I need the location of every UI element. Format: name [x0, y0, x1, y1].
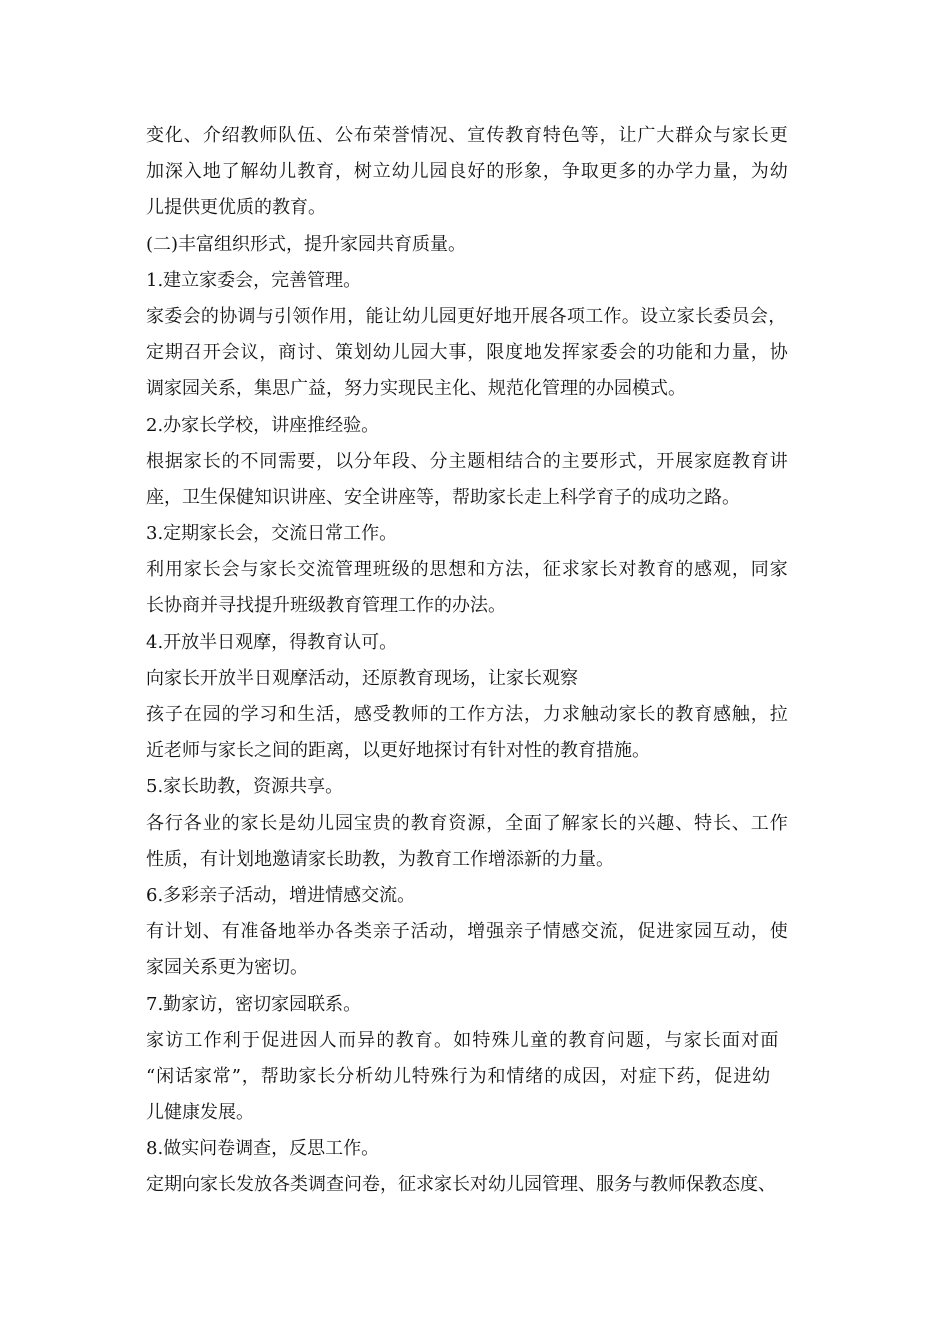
- paragraph-line: 性质，有计划地邀请家长助教，为教育工作增添新的力量。: [146, 848, 614, 870]
- item-heading: 1.建立家委会，完善管理。: [146, 269, 362, 291]
- paragraph-line: 利用家长会与家长交流管理班级的思想和方法，征求家长对教育的感观，同家: [146, 559, 789, 581]
- item-heading: 4.开放半日观摩，得教育认可。: [146, 631, 398, 653]
- item-heading: 5.家长助教，资源共享。: [146, 776, 344, 798]
- item-heading: 8.做实问卷调查，反思工作。: [146, 1138, 380, 1160]
- paragraph-line: 长协商并寻找提升班级教育管理工作的办法。: [146, 595, 506, 617]
- paragraph-line: “闲话家常”，帮助家长分析幼儿特殊行为和情绪的成因，对症下药，促进幼: [146, 1065, 772, 1087]
- paragraph-line: 家访工作利于促进因人而异的教育。如特殊儿童的教育问题，与家长面对面: [146, 1029, 780, 1051]
- paragraph-line: 变化、介绍教师队伍、公布荣誉情况、宣传教育特色等，让广大群众与家长更: [146, 125, 789, 146]
- section-heading: (二)丰富组织形式，提升家园共育质量。: [146, 233, 467, 255]
- paragraph-line: 近老师与家长之间的距离，以更好地探讨有针对性的教育措施。: [146, 740, 650, 762]
- paragraph-line: 调家园关系，集思广益，努力实现民主化、规范化管理的办园模式。: [146, 378, 686, 400]
- paragraph-line: 定期向家长发放各类调查问卷，征求家长对幼儿园管理、服务与教师保教态度、: [146, 1174, 776, 1196]
- paragraph-line: 加深入地了解幼儿教育，树立幼儿园良好的形象，争取更多的办学力量，为幼: [146, 161, 789, 183]
- item-heading: 7.勤家访，密切家园联系。: [146, 993, 362, 1015]
- paragraph-line: 根据家长的不同需要，以分年段、分主题相结合的主要形式，开展家庭教育讲: [146, 450, 789, 472]
- paragraph-line: 定期召开会议，商讨、策划幼儿园大事，限度地发挥家委会的功能和力量，协: [146, 342, 789, 364]
- document-body: [146, 118, 826, 1204]
- paragraph-line: 孩子在园的学习和生活，感受教师的工作方法，力求触动家长的教育感触，拉: [146, 704, 789, 725]
- paragraph-line: 有计划、有准备地举办各类亲子活动，增强亲子情感交流，促进家园互动，使: [146, 921, 789, 943]
- item-heading: 6.多彩亲子活动，增进情感交流。: [146, 884, 416, 906]
- paragraph-line: 各行各业的家长是幼儿园宝贵的教育资源，全面了解家长的兴趣、特长、工作: [146, 812, 789, 834]
- paragraph-line: 向家长开放半日观摩活动，还原教育现场，让家长观察: [146, 667, 578, 689]
- paragraph-line: 儿提供更优质的教育。: [146, 197, 326, 219]
- paragraph-line: 家园关系更为密切。: [146, 957, 308, 979]
- paragraph-line: 儿健康发展。: [146, 1102, 254, 1124]
- item-heading: 3.定期家长会，交流日常工作。: [146, 523, 398, 545]
- paragraph-line: 座，卫生保健知识讲座、安全讲座等，帮助家长走上科学育子的成功之路。: [146, 486, 740, 508]
- paragraph-line: 家委会的协调与引领作用，能让幼儿园更好地开展各项工作。设立家长委员会，: [146, 305, 787, 327]
- item-heading: 2.办家长学校，讲座推经验。: [146, 414, 380, 436]
